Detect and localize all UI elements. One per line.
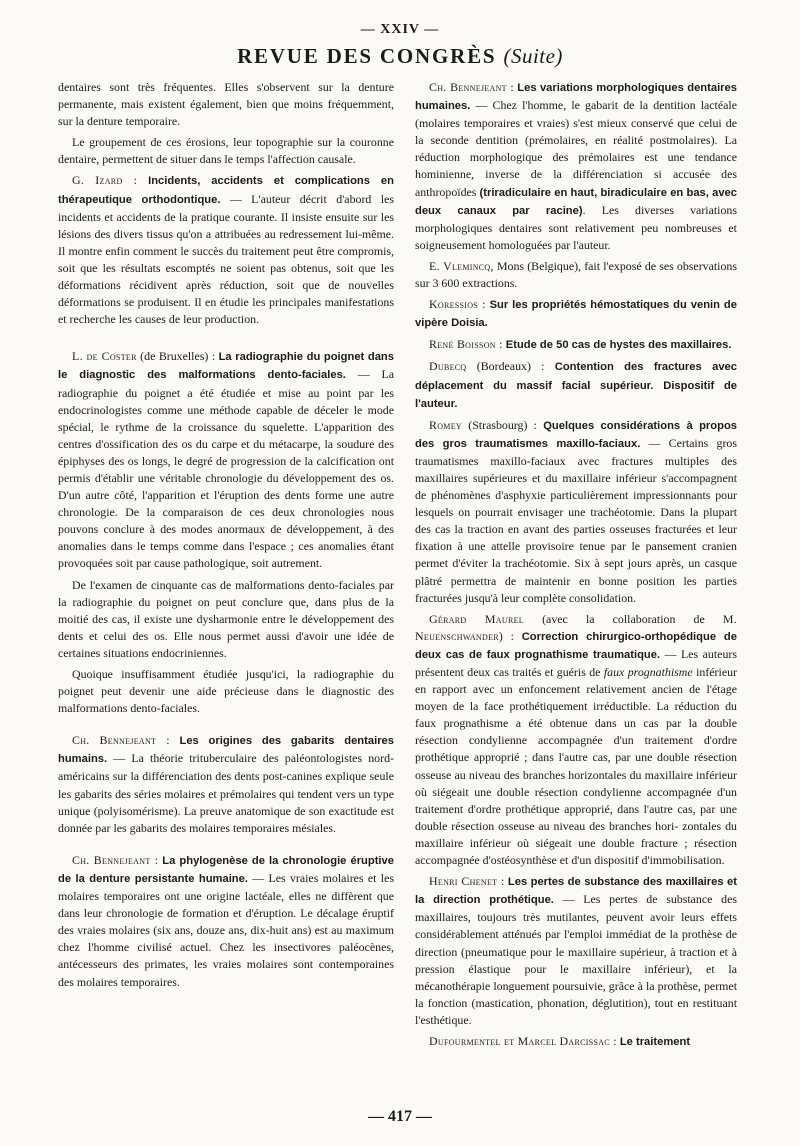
abstract-title: Sur les propriétés hémostatiques du venin de vipère Doisia.: [415, 299, 737, 330]
abstract-bennejeant-variations: [415, 79, 737, 254]
abstract-title: Correction chirurgico-orthopédique de deux cas de faux prognathisme traumatique.: [415, 630, 737, 661]
author: Dubecq: [429, 359, 467, 374]
abstract-text: — Les pertes de substance des maxillaires, toujours très mutilantes, peuvent avoir leurs effets considérablement atténués par l'emploi immédiat de la prothèse de direction (pneumatique pour le maxillaire supérieur, à traction et à pression élastique pour le maxillaire inférieur), et la mécanothérapie longuement poursuivie, grâce à la prothèse, permet la fonction (mastication, phonation, déglutition), tout en restituant l'esthétique.: [415, 892, 737, 1027]
abstract-bennejeant-origines: [58, 732, 394, 837]
author: L. de Coster: [72, 349, 137, 364]
coauthor: M. Neuenschwander: [415, 611, 738, 643]
abstract-text: — Les auteurs présentent deux cas traités et guéris de: [415, 646, 737, 679]
abstract-text: . Les diverses variations morphologiques dentaires sont relativement peu nombreuses et soigneusement homologuées par l'auteur.: [415, 202, 737, 252]
author: Ch. Bennejeant :: [72, 733, 170, 748]
abstract-title: Quelques considérations à propos des gros traumatismes maxillo-faciaux.: [415, 419, 737, 450]
abstract-title: Les origines des gabarits dentaires humains.: [58, 735, 394, 766]
author: Henri Chenet :: [429, 874, 505, 889]
right-column: [415, 79, 737, 1055]
abstract-izard: [58, 172, 394, 328]
abstract-chenet: [415, 873, 737, 1029]
left-column: [58, 79, 394, 995]
author: Koressios :: [429, 297, 486, 312]
abstract-text-italic: faux prognathisme: [603, 665, 693, 679]
abstract-dufourmentel: [415, 1033, 737, 1051]
author: Ch. Bennejeant :: [429, 80, 515, 94]
author: Romey: [429, 417, 462, 432]
abstract-title: Etude de 50 cas de hystes des maxillaires.: [505, 339, 732, 352]
abstract-text: — La radiographie du poignet a été étudiée et mise au point par les endocrinologistes comme une méthode capable de déceler le mode spécial, le rythme de la croissance du squelette. L'apparition des centres d'ossification des os du carpe et du métacarpe, la soudure des épiphyses des os longs, le degré de progression de la calcification ont permis d'établir une véritable chronologie du développement des os. D'un autre côté, l'apparition et l'éruption des dents forme une autre chronologie. De la comparaison de ces deux chronologies nous pouvons conclure à des modes anormaux de développement, à des anomalies dans le temps comme dans l'espace ; ces anomalies étant provoquées soit par cause pathologique, soit autrement.: [58, 367, 394, 571]
abstract-title: Incidents, accidents et complications en thérapeutique orthodontique.: [58, 175, 394, 206]
abstract-text: — Les vraies molaires et les molaires temporaires ont une origine lactéale, elles ne diffèrent que dans leur chronologie de formation et d'éruption. Le décalage éruptif des vraies molaires (six ans, douze ans, dix-huit ans) est au maximum chez l'homme civilisé actuel. Chez les insectivores paléocènes, antécesseurs des primates, les vraies molaires sont contemporaines des molaires temporaires.: [58, 870, 394, 989]
author: E. Vlemincq,: [429, 258, 494, 273]
affiliation: (Strasbourg) :: [462, 417, 544, 432]
page-number: — 417 —: [368, 1108, 432, 1125]
abstract-text: — Certains gros traumatismes maxillo-faciaux avec fractures multiples des maxillaires supérieures et du maxillaire inférieur s'accompagnent de phénomènes d'asphyxie particulièrement impressionnants pour lesquels on pourrait envisager une trachéotomie. Dans la plupart des cas la traction en avant des parties osseuses fracturées et leur fixation à une attelle provisoire tenue par le pansement cranien permet d'éviter la trachéotomie. Six à sept jours après, un casque plâtré permettra de maintenir en bonne position les parties fracturées jusqu'à leur complète consolidation.: [415, 435, 737, 605]
affiliation: (avec la collaboration de: [523, 611, 723, 626]
section-title-suite: (Suite): [503, 44, 563, 68]
abstract-title: La phylogenèse de la chronologie éruptive de la denture persistante humaine.: [58, 854, 394, 885]
abstract-title: La radiographie du poignet dans le diagnostic des malformations dento-faciales.: [58, 351, 394, 382]
paragraph: De l'examen de cinquante cas de malformations dento-faciales par la radiographie du poignet on peut conclure que, dans plus de la moitié des cas, il existe une dysharmonie entre le développement des dents et celui des os. Elle nous permet aussi d'avoir une idée de certaines situations endocriniennes.: [58, 577, 394, 660]
abstract-boisson: [415, 336, 737, 354]
author: Gérard Maurel: [429, 611, 524, 626]
abstract-text: Mons (Belgique), fait l'exposé de ses observations sur 3 600 extractions.: [415, 258, 737, 291]
author: Dufourmentel et Marcel Darcissac :: [429, 1033, 617, 1048]
abstract-text: — L'auteur décrit d'abord les incidents et accidents de la pratique courante. Il insiste ensuite sur les lésions des divers tissus qu'on a attribuées au redressement lui-même. Il montre enfin comment le succès du traitement peut être compromis, soit que les résultats escomptés ne soient pas obtenus, soit que les déformations récidivent après réduction, soit que de nouvelles déformations se produisent. Il en étudie les principales manifestations et recherche les causes de leur production.: [58, 191, 394, 327]
author: G. Izard :: [72, 173, 138, 188]
abstract-title: Le traitement: [619, 1035, 691, 1048]
abstract-koressios: [415, 296, 737, 332]
abstract-text: — La théorie trituberculaire des paléontologistes nord-américains sur la différenciation des dents post-canines explique seule les gabarits des séries molaires et prémolaires qui tendent vers un type unique (polyisomérisme). La preuve anatomique de son exactitude est donnée par les gabarits des molaires temporaires mésiales.: [58, 751, 394, 835]
abstract-title: Contention des fractures avec déplacement du massif facial supérieur. Dispositif de l'auteur.: [415, 361, 738, 410]
abstract-bennejeant-phylogenese: [58, 852, 394, 991]
section-title-text: REVUE DES CONGRÈS: [237, 44, 497, 68]
abstract-text: inférieur en rapport avec un enfoncement relativement ancien de l'étage moyen de la face prothétiquement irréductible. La réduction du faux prognathisme a été obtenue dans un cas par la double résection condylienne accompagnée d'un traitement d'ordre prothétique approprié ; dans l'autre cas, par une double résection osseuse au niveau des branches horizontales du maxillaire inférieur où siégeait une double résection condylienne accompagnée d'un traitement d'ordre prothétique approprié, dans l'autre cas, par une double résection osseuse au niveau des branches hori- zontales du maxillaire inférieur où siégeait une double fracture ; résection accompagnée d'ostéosynthèse et d'un dispositif d'immobilisation.: [415, 665, 737, 868]
section-title: [0, 44, 800, 69]
abstract-title: Les pertes de substance des maxillaires et la direction prothétique.: [415, 876, 737, 907]
paragraph: Quoique insuffisamment étudiée jusqu'ici, la radiographie du poignet peut devenir une aide précieuse dans le diagnostic des malformations dento-faciales.: [58, 667, 394, 716]
abstract-dubecq: [415, 358, 737, 412]
author: Ch. Bennejeant :: [72, 852, 159, 867]
roman-page-number: — XXIV —: [360, 22, 440, 37]
abstract-title: Les variations morphologiques dentaires humaines.: [415, 82, 737, 113]
affiliation-end: ) :: [498, 628, 522, 643]
abstract-text-bold: (triradiculaire en haut, biradiculaire en bas, avec deux canaux par racine): [415, 186, 737, 217]
paragraph: dentaires sont très fréquentes. Elles s'observent sur la denture permanente, mais existent également, bien que moins fréquemment, sur la denture temporaire.: [58, 80, 394, 129]
affiliation: (de Bruxelles) :: [136, 349, 219, 364]
abstract-romey: [415, 417, 737, 607]
abstract-text: — Chez l'homme, le gabarit de la dentition lactéale (molaires temporaires et vraies) s'est mieux conservé que celui de la seconde dentition (prémolaires, en réalité postmolaires). La réduction morphologique des prémolaires est une tendance hominienne, inverse de la différenciation si accusée des anthropoïdes: [415, 98, 737, 199]
abstract-de-coster: [58, 348, 394, 572]
author: René Boisson :: [429, 337, 503, 352]
paragraph: Le groupement de ces érosions, leur topographie sur la couronne dentaire, permettent de situer dans le temps l'affection causale.: [58, 135, 394, 167]
affiliation: (Bordeaux) :: [466, 359, 555, 374]
abstract-maurel: [415, 611, 737, 869]
abstract-vlemincq: [415, 258, 737, 292]
